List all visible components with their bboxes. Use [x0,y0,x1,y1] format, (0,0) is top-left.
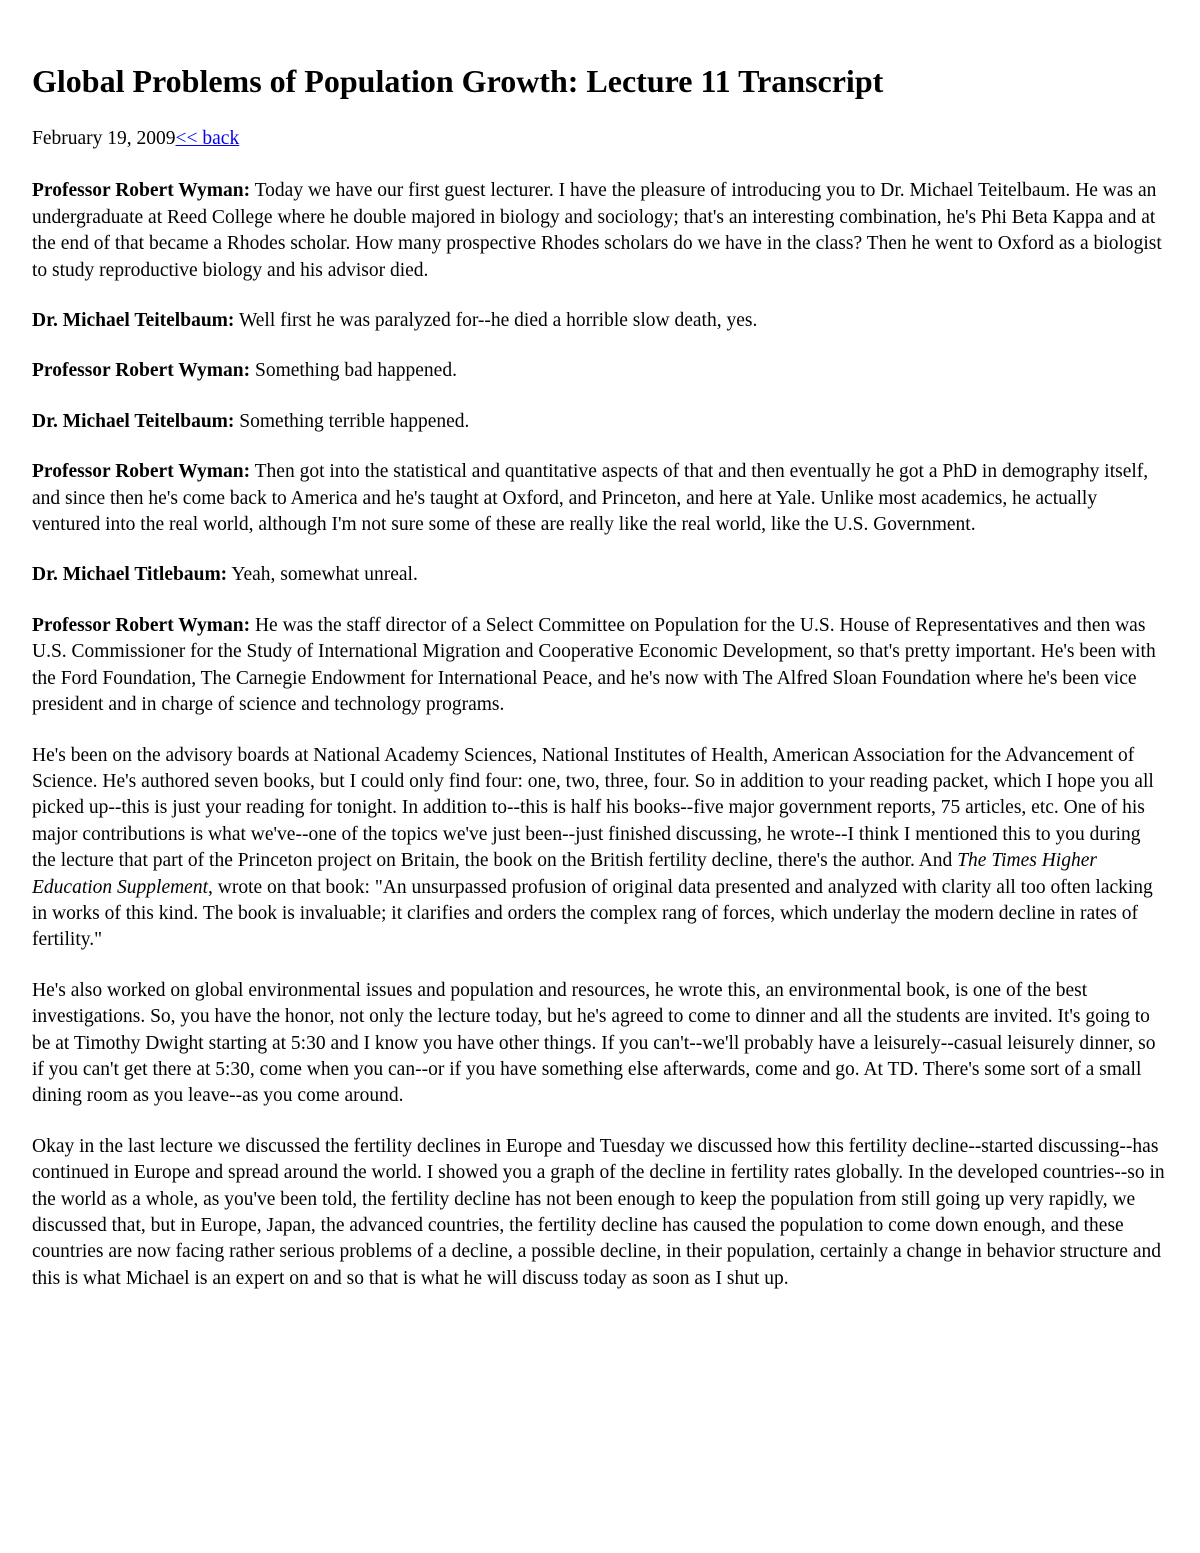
publication-title: The Times Higher Education Supplement [32,850,1097,898]
speech-text: Well first he was paralyzed for--he died a horrible slow death, yes. [238,310,758,332]
speaker-name: Dr. Michael Titlebaum: [32,564,228,586]
transcript-paragraph [32,358,1168,384]
speaker-name: Dr. Michael Teitelbaum: [32,310,235,332]
speaker-name: Dr. Michael Teitelbaum: [32,410,235,432]
books-text-after: , wrote on that book: "An unsurpassed profusion of original data presented and analyzed with clarity all too often lacking in works of this kind. The book is invaluable; it clarifies and orders the complex rang of forces, which underlay the modern decline in rates of fertility." [32,876,1153,951]
speaker-name: Professor Robert Wyman: [32,360,251,382]
speaker-name: Professor Robert Wyman: [32,180,251,202]
transcript-paragraph [32,409,1168,435]
back-link[interactable]: << back [175,128,240,149]
speech-text: Then got into the statistical and quantitative aspects of that and then eventually he got a PhD in demography itself, and since then he's come back to America and he's taught at Oxford, and Princeton, and here at Yale. Unlike most academics, he actually ventured into the real world, although I'm not sure some of these are really like the real world, like the U.S. Government. [32,461,1149,536]
speaker-name: Professor Robert Wyman: [32,461,251,483]
speech-text: Today we have our first guest lecturer. I have the pleasure of introducing you to Dr. Michael Teitelbaum. He was an undergraduate at Reed College where he double majored in biology and sociology; that's an interesting combination, he's Phi Beta Kappa and at the end of that became a Rhodes scholar. How many prospective Rhodes scholars do we have in the class? Then he went to Oxford as a biologist to study reproductive biology and his advisor died. [32,180,1162,281]
speech-text: Something terrible happened. [239,410,470,432]
books-paragraph [32,743,1168,954]
books-text-before: He's been on the advisory boards at National Academy Sciences, National Institutes of Health, American Association for the Advancement of Science. He's authored seven books, but I could only find four: one, two, three, four. So in addition to your reading packet, which I hope you all picked up--this is just your reading for tonight. In addition to--this is half his books--five major government reports, 75 articles, etc. One of his major contributions is what we've--one of the topics we've just been--just finished discussing, he wrote--I think I mentioned this to you during the lecture that part of the Princeton project on Britain, the book on the British fertility decline, there's the author. And [32,744,1154,872]
speech-text: Yeah, somewhat unreal. [231,564,418,586]
dateline [32,126,1168,152]
date: February 19, 2009 [32,128,176,149]
transcript-paragraph [32,178,1168,284]
transcript-paragraph [32,459,1168,538]
transcript-paragraph [32,613,1168,719]
transcript-paragraph [32,562,1168,588]
transcript-paragraph [32,308,1168,334]
speech-text: Something bad happened. [254,360,457,382]
page-title: Global Problems of Population Growth: Lecture 11 Transcript [32,63,884,99]
lecture-paragraph: Okay in the last lecture we discussed the fertility declines in Europe and Tuesday we discussed how this fertility decline--started discussing--has continued in Europe and spread around the world. I showed you a graph of the decline in fertility rates globally. In the developed countries--so in the world as a whole, as you've been told, the fertility decline has not been enough to keep the population from still going up very rapidly, we discussed that, but in Europe, Japan, the advanced countries, the fertility decline has caused the population to come down enough, and these countries are now facing rather serious problems of a decline, a possible decline, in their population, certainly a change in behavior structure and this is what Michael is an expert on and so that is what he will discuss today as soon as I shut up. [32,1135,1165,1289]
dinner-paragraph: He's also worked on global environmental issues and population and resources, he wrote this, an environmental book, is one of the best investigations. So, you have the honor, not only the lecture today, but he's agreed to come to dinner and all the students are invited. It's going to be at Timothy Dwight starting at 5:30 and I know you have other things. If you can't--we'll probably have a leisurely--casual leisurely dinner, so if you can't get there at 5:30, come when you can--or if you have something else afterwards, come and go. At TD. There's some sort of a small dining room as you leave--as you come around. [32,979,1156,1107]
speech-text: He was the staff director of a Select Committee on Population for the U.S. House of Representatives and then was U.S. Commissioner for the Study of International Migration and Cooperative Economic Development, so that's pretty important. He's been with the Ford Foundation, The Carnegie Endowment for International Peace, and he's now with The Alfred Sloan Foundation where he's been vice president and in charge of science and technology programs. [32,614,1156,716]
speaker-name: Professor Robert Wyman: [32,614,251,636]
